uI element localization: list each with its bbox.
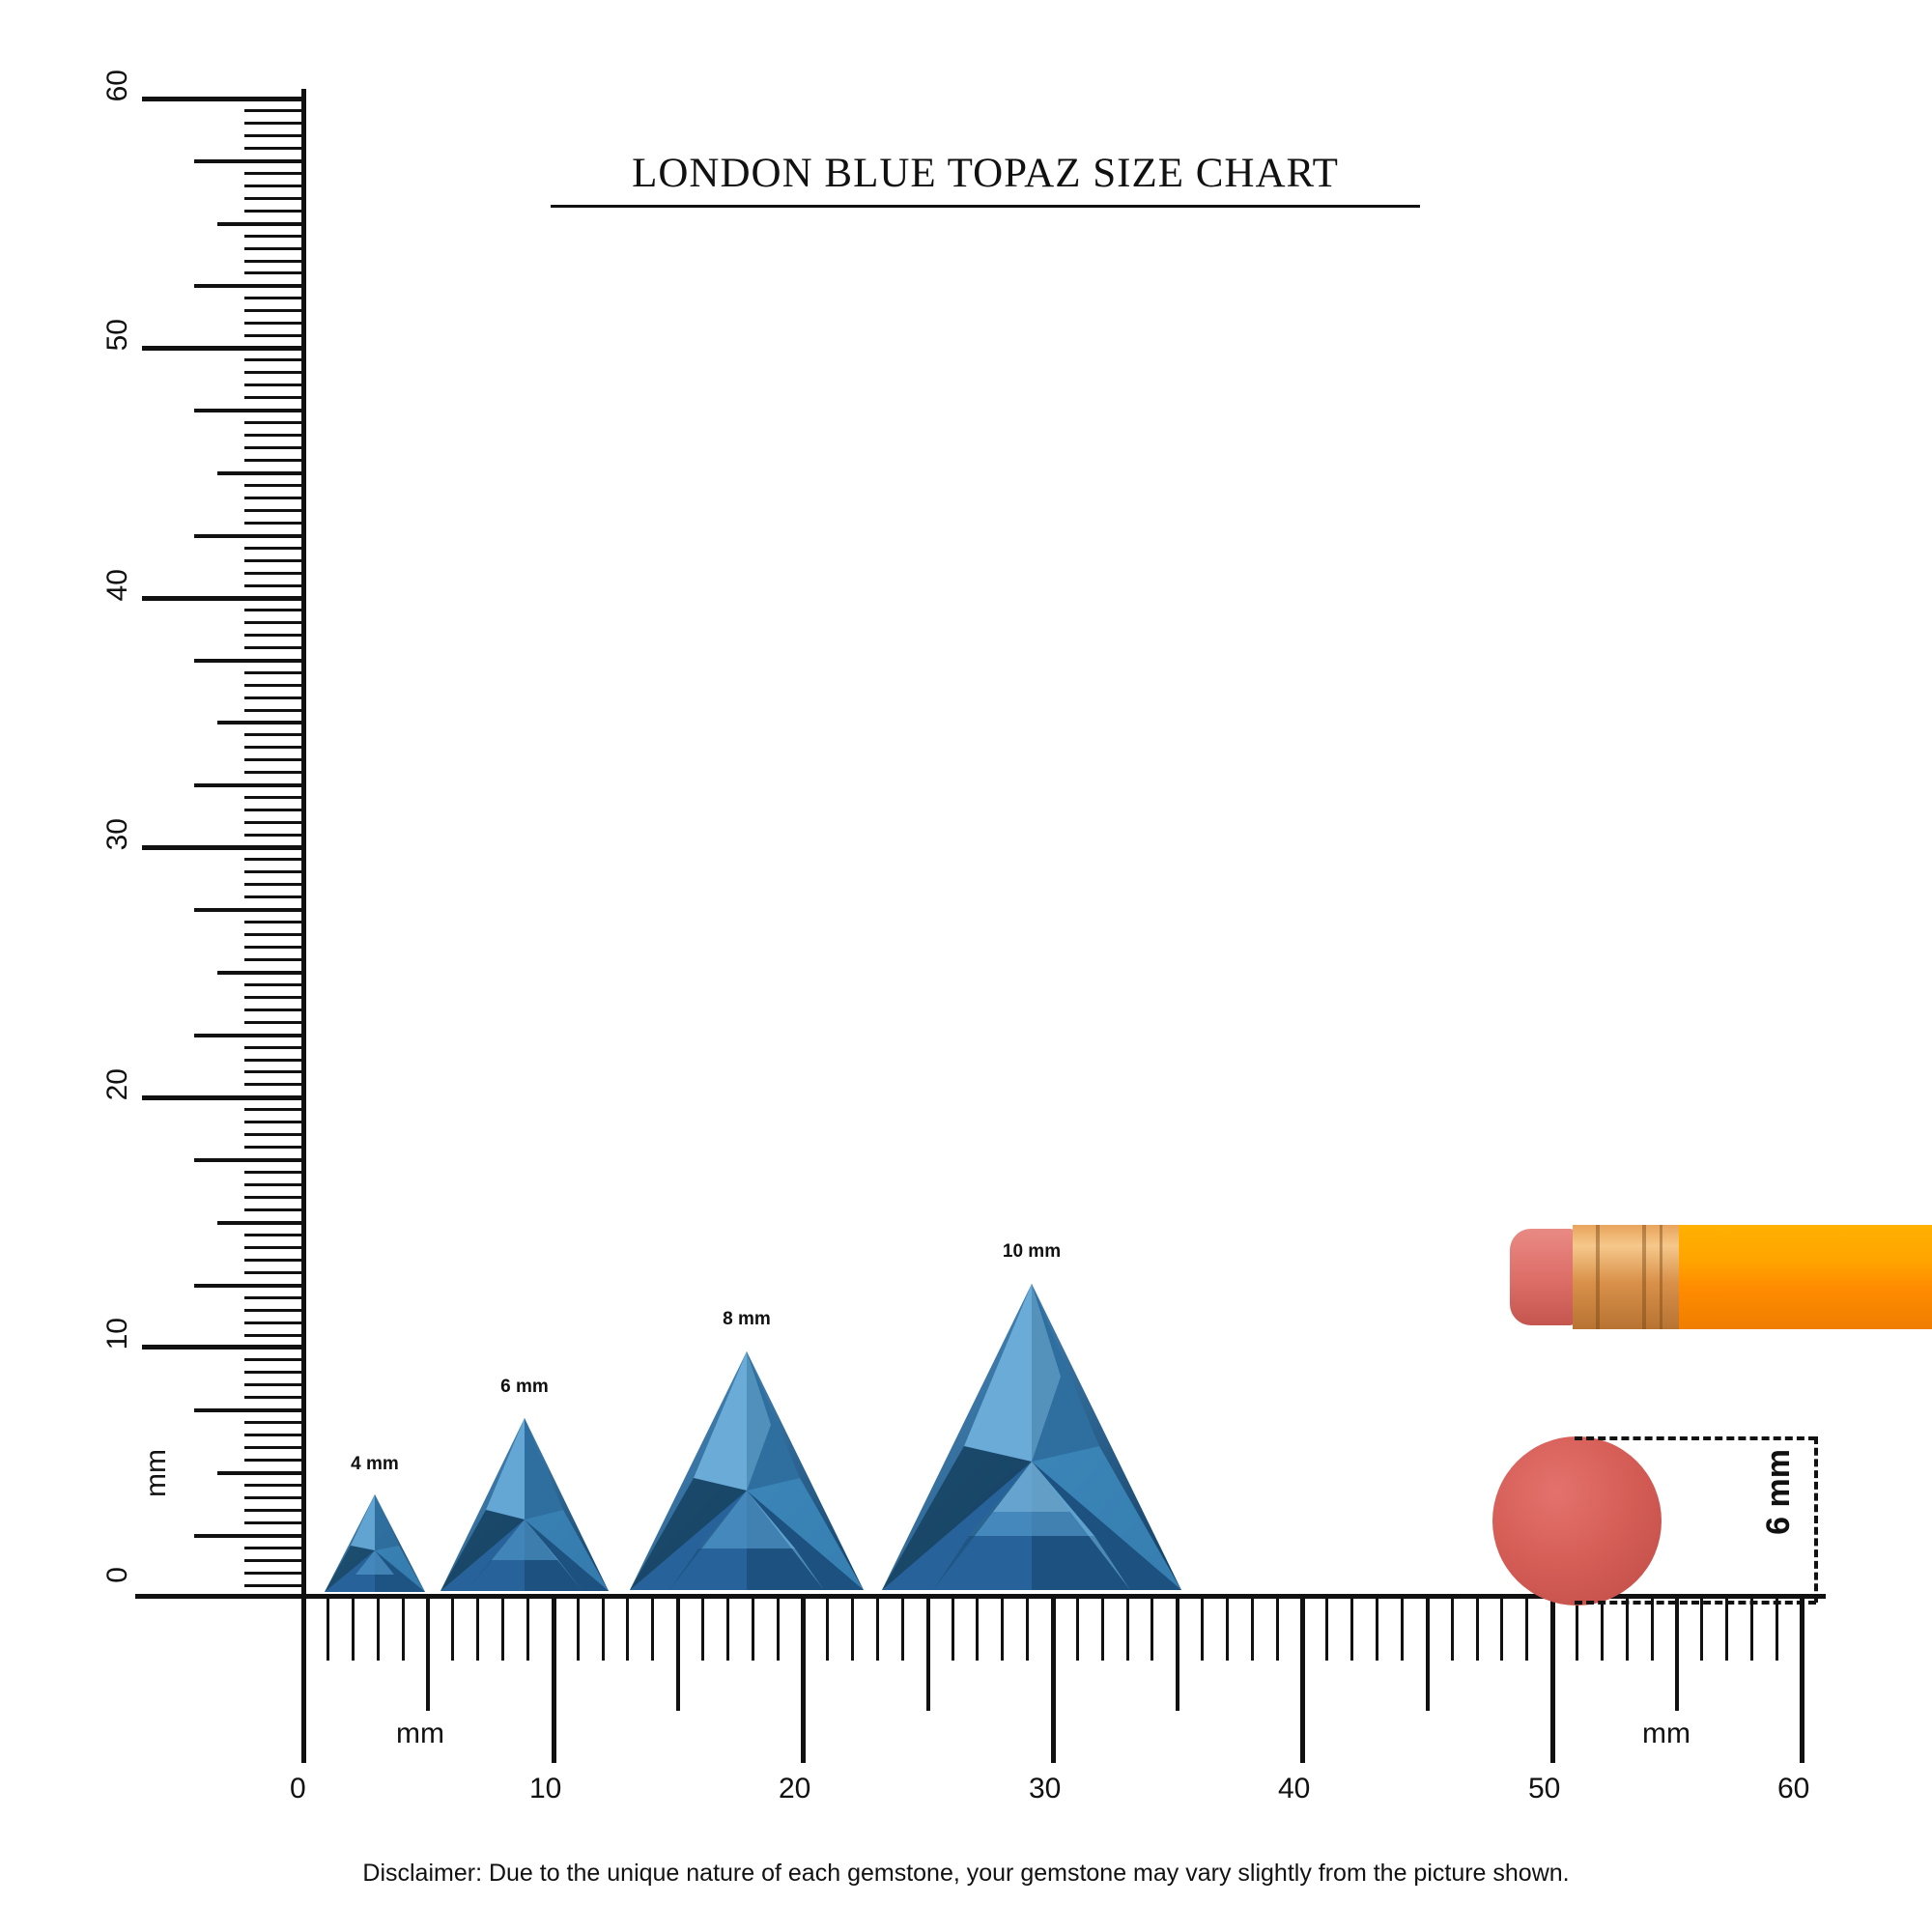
x-tick-label-60: 60	[1777, 1773, 1810, 1804]
y-tick-20	[142, 1095, 306, 1100]
x-tick-40	[1300, 1599, 1305, 1763]
y-tick-label-10: 10	[101, 1318, 133, 1350]
gem-8mm	[626, 1348, 867, 1594]
y-tick-label-50: 50	[101, 319, 133, 352]
page-title: LONDON BLUE TOPAZ SIZE CHART	[551, 150, 1420, 208]
x-tick-20	[801, 1599, 806, 1763]
y-tick-40	[142, 596, 306, 601]
eraser-dimension-right	[1814, 1436, 1818, 1603]
vertical-axis-line	[301, 89, 306, 1596]
eraser-size-label: 6 mm	[1760, 1449, 1797, 1535]
x-tick-0	[301, 1599, 306, 1763]
x-tick-label-40: 40	[1278, 1773, 1311, 1804]
x-tick-30	[1051, 1599, 1056, 1763]
gem-label-8mm: 8 mm	[723, 1309, 771, 1329]
y-tick-label-0: 0	[101, 1567, 133, 1583]
x-tick-label-50: 50	[1528, 1773, 1561, 1804]
gem-6mm	[438, 1415, 611, 1594]
y-tick-50	[142, 346, 306, 351]
y-tick-label-60: 60	[101, 70, 133, 102]
x-tick-label-0: 0	[290, 1773, 306, 1804]
y-tick-30	[142, 845, 306, 850]
y-tick-10	[142, 1345, 306, 1350]
eraser-dimension-top	[1575, 1436, 1816, 1440]
eraser-disc	[1492, 1436, 1662, 1605]
gem-4mm	[322, 1492, 428, 1594]
x-axis-unit-label-right: mm	[1642, 1718, 1690, 1749]
pencil-body	[1679, 1225, 1932, 1329]
x-tick-60	[1800, 1599, 1804, 1763]
gem-label-10mm: 10 mm	[1002, 1241, 1062, 1262]
y-tick-label-20: 20	[101, 1068, 133, 1101]
pencil-eraser	[1510, 1229, 1576, 1325]
gem-10mm	[877, 1280, 1186, 1594]
gem-label-4mm: 4 mm	[351, 1454, 399, 1474]
x-tick-50	[1550, 1599, 1555, 1763]
y-tick-60	[142, 97, 306, 101]
eraser-dimension-bottom	[1575, 1601, 1816, 1605]
y-tick-label-40: 40	[101, 569, 133, 602]
x-tick-10	[552, 1599, 556, 1763]
y-axis-unit-label: mm	[140, 1449, 172, 1497]
x-axis-unit-label-left: mm	[396, 1718, 444, 1749]
pencil-ferrule	[1573, 1225, 1681, 1329]
x-tick-label-10: 10	[529, 1773, 562, 1804]
y-tick-label-30: 30	[101, 818, 133, 851]
gem-label-6mm: 6 mm	[500, 1377, 549, 1397]
x-tick-label-20: 20	[779, 1773, 811, 1804]
disclaimer-text: Disclaimer: Due to the unique nature of each gemstone, your gemstone may vary slightly from the picture shown.	[362, 1860, 1570, 1887]
x-tick-label-30: 30	[1029, 1773, 1062, 1804]
